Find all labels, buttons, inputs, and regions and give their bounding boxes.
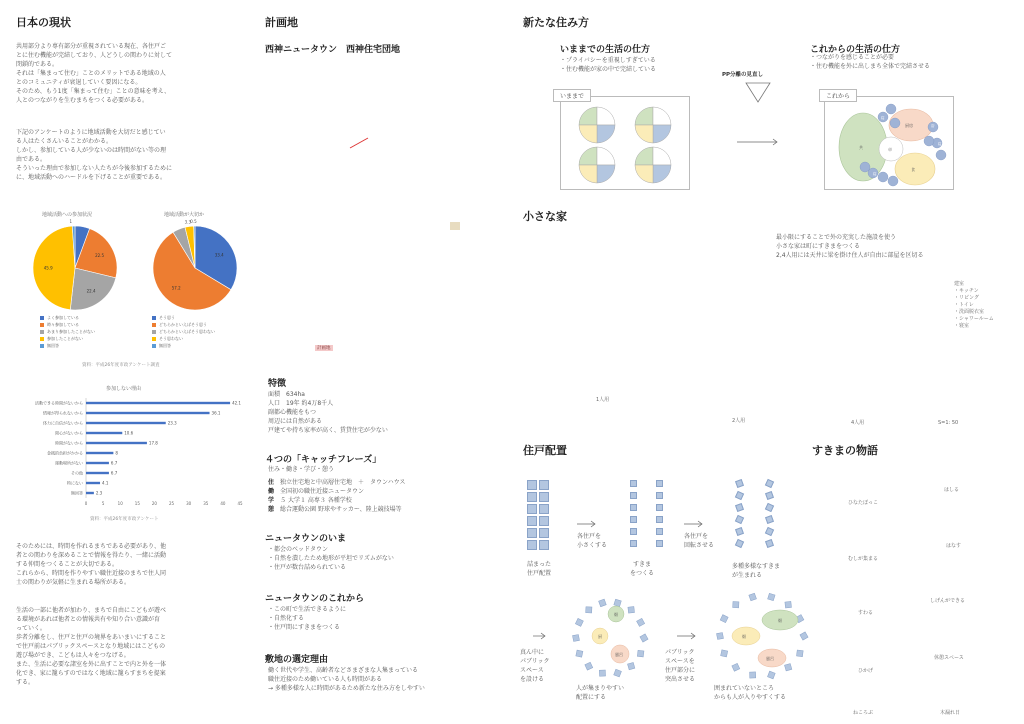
catch-key: 憩 bbox=[268, 506, 275, 513]
house-unit bbox=[656, 516, 663, 523]
house-unit bbox=[785, 601, 792, 608]
story-right-5: 木漏れ日 bbox=[940, 710, 961, 716]
bar-title: 参加しない理由 bbox=[106, 386, 142, 392]
arrow1-label: 各住戸を 小さくする bbox=[577, 533, 608, 549]
pie1-title: 地域活動への参加状況 bbox=[42, 212, 93, 218]
house-unit bbox=[527, 504, 537, 514]
legend-label: そう思う bbox=[159, 314, 175, 320]
unit-quadrant bbox=[597, 107, 615, 125]
catch-key: 住 bbox=[268, 479, 275, 486]
legend-label: どちらかといえばそう思う bbox=[159, 321, 207, 327]
house-unit bbox=[765, 503, 774, 512]
spaced-layout bbox=[630, 480, 670, 550]
house-unit bbox=[767, 671, 775, 679]
bar-value-label: 10.6 bbox=[124, 430, 134, 436]
legend-swatch bbox=[40, 323, 44, 327]
unit-quadrant bbox=[597, 125, 615, 143]
rotated-layout bbox=[736, 480, 786, 550]
house-unit bbox=[720, 615, 728, 623]
pie1-svg bbox=[20, 219, 130, 322]
legend-label: 無回答 bbox=[47, 342, 59, 348]
house-unit bbox=[640, 634, 648, 642]
bar-tick-label: 45 bbox=[237, 501, 243, 506]
legend-label: 参加したことがない bbox=[47, 335, 83, 341]
pie2-title: 地域活動が大切か bbox=[164, 212, 205, 218]
layout-title: 住戸配置 bbox=[523, 444, 567, 457]
future-title: ニュータウンのこれから bbox=[265, 594, 365, 604]
house-unit bbox=[539, 540, 549, 550]
story-left-4: ひかげ bbox=[858, 668, 874, 674]
story-right-2: はなす bbox=[946, 543, 962, 549]
legend-swatch bbox=[40, 316, 44, 320]
pie-chart-participation bbox=[20, 212, 130, 362]
house-unit bbox=[656, 492, 663, 499]
legend-swatch bbox=[152, 337, 156, 341]
catch-title: ４つの「キャッチフレーズ」 bbox=[265, 455, 382, 465]
unit-quadrant bbox=[579, 165, 597, 183]
site-marker-line bbox=[350, 138, 368, 148]
old-life-list: ・プライバシーを重視しすぎている ・住む機能が家の中で完結している bbox=[560, 57, 657, 73]
story-left-2: むしが集まる bbox=[848, 556, 879, 562]
house-unit bbox=[527, 540, 537, 550]
tag-a3: 風呂 bbox=[615, 652, 623, 657]
catch-value: ５ 大学１ 高専３ 各種学校 bbox=[280, 497, 352, 504]
packed-layout bbox=[527, 480, 567, 550]
catch-key: 働 bbox=[268, 488, 275, 495]
house-unit bbox=[716, 632, 723, 639]
legend-swatch bbox=[152, 344, 156, 348]
house-unit bbox=[796, 650, 803, 657]
legend-label: よく参加している bbox=[47, 314, 79, 320]
unit-quadrant bbox=[597, 165, 615, 183]
unit-quadrant bbox=[635, 147, 653, 165]
bar-tick-label: 10 bbox=[117, 501, 123, 506]
bar bbox=[86, 412, 210, 414]
bar-tick-label: 0 bbox=[84, 501, 88, 506]
legend-entry bbox=[40, 321, 95, 328]
col1-para2: 下記のアンケートのように地域活動を大切だと感じてい る人はたくさんいることがわかる。 しかし、参加している人が少ないのは時間がない等の理 由である。 そういった理由で参加しない人たちが今後参加するために に、地域活動へのハードルを下げることが重要である。 bbox=[16, 129, 173, 181]
legend-entry bbox=[152, 314, 215, 321]
future-list: ・この町で生活できるように ・自然化する ・住戸間にすきまをつくる bbox=[268, 606, 347, 631]
small-house-text: 最小限にすることで外の充実した施設を使う 小さな家は町にすきまをつくる 2,4人用には天井に梁を掛け住人が自由に部屋を区切る bbox=[776, 234, 924, 259]
house-unit bbox=[735, 503, 744, 512]
now-title: ニュータウンのいま bbox=[265, 534, 347, 544]
col2-title: 計画地 bbox=[265, 16, 298, 29]
story-left-1: ひなたぼっこ bbox=[848, 500, 879, 506]
step5-label: 囲まれていないところ からも人が入りやすくする bbox=[714, 685, 787, 701]
arrow2-label: 各住戸を 回転させる bbox=[684, 533, 715, 549]
pie-data-label: 33.4 bbox=[214, 252, 224, 258]
bedroom-node bbox=[936, 150, 946, 160]
house-unit bbox=[749, 593, 757, 601]
step2-label: すきま をつくる bbox=[630, 561, 655, 577]
bar bbox=[86, 442, 147, 444]
house-unit bbox=[735, 539, 744, 548]
house-unit bbox=[599, 670, 605, 676]
step4-label: 人が集まりやすい 配置にする bbox=[576, 685, 625, 701]
bar bbox=[86, 432, 122, 434]
unit-quadrant bbox=[635, 165, 653, 183]
unit-quadrant bbox=[653, 165, 671, 183]
house-unit bbox=[768, 593, 775, 600]
house-unit bbox=[765, 479, 774, 488]
bar-value-label: 2.3 bbox=[95, 490, 103, 496]
bar-category-label: 運動場所がない bbox=[55, 460, 83, 466]
bedroom-node bbox=[890, 118, 900, 128]
unit-quadrant bbox=[579, 147, 597, 165]
house-unit bbox=[656, 528, 663, 535]
bar bbox=[86, 482, 100, 484]
house-unit bbox=[539, 480, 549, 490]
house-unit bbox=[765, 539, 774, 548]
house-unit bbox=[732, 663, 740, 671]
bar bbox=[86, 402, 230, 404]
legend-label: そう思わない bbox=[159, 335, 183, 341]
unit-quadrant bbox=[579, 107, 597, 125]
house-unit bbox=[735, 479, 744, 488]
catch-item bbox=[268, 487, 508, 496]
col1-para1: 共用部分より専有部分が重視されている現在、各住戸ご とに住む機能が完結しており、人どうしの関わりに対して 閉鎖的である。 それは「集まって住む」ことのメリットである地域の人 とのコミュニティが衰退していく要因になる。 そのため、もう1度「集まって住む」ことの意味を考え、 人とのつながりを生むまちをつくる必要がある。 bbox=[16, 43, 173, 104]
story-right-4: 休憩スペース bbox=[934, 655, 964, 661]
zone-tag-b1: 寝 bbox=[881, 116, 885, 120]
legend-entry bbox=[152, 321, 215, 328]
house-unit bbox=[628, 607, 635, 614]
unit-quadrant bbox=[635, 107, 653, 125]
catch-value: 総合運動公園 野球やサッカー、陸上競技場等 bbox=[280, 506, 402, 513]
bar-value-label: 36.1 bbox=[211, 410, 221, 416]
house-unit bbox=[599, 599, 607, 607]
legend-swatch bbox=[40, 344, 44, 348]
house-unit bbox=[784, 664, 791, 671]
bar-value-label: 6.7 bbox=[110, 460, 118, 466]
pie-data-label: 1 bbox=[69, 219, 73, 225]
pp-label: PP分離の見直し bbox=[722, 72, 764, 78]
house-unit bbox=[586, 607, 592, 613]
pp-down-arrow bbox=[745, 82, 771, 104]
unit-quadrant bbox=[653, 125, 671, 143]
site-name: 西神ニュータウン 西神住宅団地 bbox=[265, 45, 401, 55]
house-unit bbox=[630, 492, 637, 499]
bar-value-label: 17.8 bbox=[148, 440, 158, 446]
reason-text: 働く世代や学生、高齢者などさまざまな人集まっている 職住近接のため働いている人も時間がある → 多種多様な人に時間があるため新たな住み方をしやすい bbox=[268, 667, 425, 692]
house-unit bbox=[765, 491, 774, 500]
old-life-title: いままでの生活の仕方 bbox=[560, 45, 651, 55]
legend-entry bbox=[152, 342, 215, 349]
tag-b1: 畑 bbox=[778, 618, 782, 623]
story-right-1: はしる bbox=[944, 487, 960, 493]
dining-zone bbox=[895, 153, 935, 185]
legend-label: 時々参加している bbox=[47, 321, 79, 327]
small-house-title: 小さな家 bbox=[523, 210, 567, 223]
house-unit bbox=[539, 504, 549, 514]
bar-category-label: 体力に自信がないから bbox=[43, 420, 83, 426]
unit-quadrant bbox=[653, 147, 671, 165]
house-unit bbox=[735, 491, 744, 500]
korekara-label: これから bbox=[819, 89, 857, 102]
bar-chart-reasons bbox=[16, 386, 246, 516]
house-unit bbox=[735, 515, 744, 524]
legend-entry bbox=[40, 335, 95, 342]
imamade-label: いままで bbox=[553, 89, 591, 102]
pie-chart-importance bbox=[140, 212, 250, 362]
legend-entry bbox=[152, 335, 215, 342]
bar-category-label: 金銭的負担がかかる bbox=[47, 450, 83, 456]
unit-quadrant bbox=[579, 125, 597, 143]
catch-sub: 住み・働き・学び・憩う bbox=[268, 466, 335, 473]
catch-item bbox=[268, 496, 508, 505]
bar-tick-label: 15 bbox=[134, 501, 140, 506]
story-left-3: すわる bbox=[858, 610, 874, 616]
right-arrow bbox=[737, 138, 781, 146]
bedroom-node bbox=[878, 172, 888, 182]
house-unit bbox=[527, 528, 537, 538]
zone-tag-big: 共 bbox=[859, 145, 863, 150]
tag-a2: 厨 bbox=[598, 634, 602, 639]
tag-a1: 畑 bbox=[614, 612, 618, 617]
map-site-tag: 計画地 bbox=[317, 346, 331, 351]
bar-value-label: 23.3 bbox=[167, 420, 177, 426]
house-unit bbox=[630, 540, 637, 547]
unit-quadrant bbox=[597, 147, 615, 165]
house-unit bbox=[637, 618, 645, 626]
now-list: ・都会のベッドタウン ・自然を潰したため地形が平坦でリズムがない ・住戸が数台詰められている bbox=[268, 546, 394, 571]
legend-swatch bbox=[152, 323, 156, 327]
map-patch bbox=[450, 222, 460, 230]
house-unit bbox=[614, 669, 622, 677]
house-unit bbox=[527, 516, 537, 526]
pie-data-label: 3.3 bbox=[184, 219, 192, 225]
rooms-list: 建室 ・キッチン ・リビング ・トイレ ・洗面脱衣室 ・シャワールーム ・寝室 bbox=[954, 281, 994, 329]
col1-para4: 生活の一部に他者が加わり、まちで自由にこどもが遊べ る環境があれば他者との情報共有や知り合い意識が育 っていく。 歩者分離をし、住戸と住戸の境界をあいまいにすること で住戸前はパブリックスペースとなり地域にはこどもの 遊び場ができ、こどもは人々をつなげる。 また、生活に必要な諸室を外に出すことで内と外を一体 化でき、家に籠らすのではなく地域に籠らすまちを提案 する。 bbox=[16, 607, 167, 686]
bar bbox=[86, 472, 109, 474]
bar-value-label: 6.7 bbox=[110, 470, 118, 476]
zone-tag-b3: 寝 bbox=[873, 172, 877, 176]
zone-tag-kitchen: 厨房 bbox=[905, 123, 913, 128]
house-unit bbox=[527, 492, 537, 502]
house-unit bbox=[750, 672, 756, 678]
scale: S=1: 50 bbox=[938, 420, 959, 426]
legend-swatch bbox=[40, 330, 44, 334]
story-right-3: しげんができる bbox=[930, 598, 966, 604]
bar-tick-label: 5 bbox=[101, 501, 105, 506]
bar-category-label: その他 bbox=[71, 470, 83, 476]
house-unit bbox=[721, 650, 728, 657]
bar-category-label: 特にない bbox=[67, 480, 83, 486]
bedroom-node bbox=[860, 162, 870, 172]
bar-tick-label: 40 bbox=[220, 501, 226, 506]
bar-value-label: 4.1 bbox=[102, 480, 109, 486]
pie-source: 資料：平成26年度市政アンケート調査 bbox=[82, 363, 160, 368]
story-left-5: ねころぶ bbox=[853, 710, 874, 716]
bar-svg bbox=[16, 394, 246, 512]
house-unit bbox=[800, 632, 808, 640]
field-ellipse bbox=[732, 627, 760, 645]
pie2-legend bbox=[152, 314, 215, 349]
tag-b2: 畑 bbox=[742, 634, 746, 639]
arrow-1 bbox=[577, 520, 599, 528]
legend-label: どちらかといえばそう思わない bbox=[159, 328, 215, 334]
step3-label: 多種多様なすきま が生まれる bbox=[732, 563, 781, 579]
house-unit bbox=[572, 634, 579, 641]
bar-category-label: 活動できる時間がないから bbox=[35, 400, 83, 406]
unit-1: 1人用 bbox=[596, 397, 610, 403]
bedroom-node bbox=[924, 136, 934, 146]
pie-data-label: 45.9 bbox=[43, 265, 53, 271]
house-unit bbox=[614, 599, 621, 606]
imamade-svg bbox=[561, 97, 689, 189]
pie-data-label: 0.5 bbox=[190, 219, 197, 225]
arrow-2 bbox=[684, 520, 706, 528]
korekara-svg bbox=[825, 97, 953, 189]
public-spread-layout bbox=[716, 592, 806, 678]
bar-category-label: 関心がないから bbox=[55, 430, 83, 436]
bar bbox=[86, 462, 109, 464]
arrow4-label: パブリック スペースを 住戸部分に 突出させる bbox=[665, 649, 696, 683]
reason-title: 敷地の選定理由 bbox=[265, 655, 329, 665]
house-unit bbox=[656, 540, 663, 547]
features-title: 特徴 bbox=[268, 379, 287, 389]
house-unit bbox=[630, 480, 637, 487]
legend-swatch bbox=[152, 330, 156, 334]
pie-data-label: 57.2 bbox=[171, 285, 181, 291]
house-unit bbox=[765, 527, 774, 536]
house-unit bbox=[733, 602, 739, 608]
house-unit bbox=[735, 527, 744, 536]
house-unit bbox=[630, 504, 637, 511]
catch-item bbox=[268, 478, 508, 487]
catch-item bbox=[268, 505, 508, 514]
pie-data-label: 22.5 bbox=[95, 253, 105, 259]
house-unit bbox=[637, 650, 644, 657]
unit-quadrant bbox=[635, 125, 653, 143]
korekara-diagram bbox=[824, 93, 954, 190]
bar-category-label: 時間がないから bbox=[55, 440, 83, 446]
bar-category-label: 無回答 bbox=[71, 490, 83, 496]
house-unit bbox=[656, 504, 663, 511]
legend-entry bbox=[40, 342, 95, 349]
zone-tag-b2: 寝 bbox=[938, 142, 942, 146]
bar-tick-label: 20 bbox=[151, 501, 157, 506]
bar-value-label: 8 bbox=[115, 450, 118, 456]
bedroom-node bbox=[886, 104, 896, 114]
arrow-3 bbox=[533, 632, 549, 640]
bar-tick-label: 30 bbox=[186, 501, 192, 506]
col3-title: 新たな住み方 bbox=[523, 16, 589, 29]
zone-tag-shoku: 食 bbox=[911, 167, 915, 172]
house-unit bbox=[656, 480, 663, 487]
legend-label: あまり参加したことがない bbox=[47, 328, 95, 334]
col1-title: 日本の現状 bbox=[16, 16, 71, 29]
house-unit bbox=[539, 516, 549, 526]
unit-quadrant bbox=[653, 107, 671, 125]
new-life-list: ・つながりを感じることが必要 ・住む機能を外に出しまち全体で完結させる bbox=[810, 54, 931, 70]
pie2-svg bbox=[140, 219, 250, 322]
house-unit bbox=[539, 492, 549, 502]
bar bbox=[86, 452, 113, 454]
legend-swatch bbox=[40, 337, 44, 341]
house-unit bbox=[630, 528, 637, 535]
imamade-diagram bbox=[560, 93, 690, 190]
catch-key: 学 bbox=[268, 497, 275, 504]
pie-slice bbox=[33, 226, 75, 310]
house-unit bbox=[630, 516, 637, 523]
unit-4: 4人用 bbox=[851, 420, 865, 426]
catch-list bbox=[268, 478, 508, 514]
house-unit bbox=[585, 662, 593, 670]
story-title: すきまの物語 bbox=[812, 444, 878, 457]
public-center-layout bbox=[570, 598, 650, 680]
legend-entry bbox=[40, 328, 95, 335]
bar-tick-label: 25 bbox=[169, 501, 175, 506]
unit-2: 2人用 bbox=[732, 418, 746, 424]
zone-tag-bath: 浴 bbox=[931, 124, 935, 128]
arrow-4 bbox=[677, 632, 699, 640]
house-unit bbox=[575, 618, 583, 626]
site-map bbox=[262, 56, 502, 366]
house-unit bbox=[576, 650, 583, 657]
col1-para3: そのためには、時間を作れるまちである必要があり、他 者との関わりを深めることで情報を得たり、一緒に活動 する仲間をつくることが大切である。 これらから、時間を作りやすい職住近接のまちで住人同 士の関わりが気軽に生まれる場所がある。 bbox=[16, 543, 167, 586]
map-svg bbox=[262, 56, 502, 366]
catch-value: 全国初の職住近接ニュータウン bbox=[280, 488, 365, 495]
house-unit bbox=[527, 480, 537, 490]
legend-entry bbox=[40, 314, 95, 321]
new-life-title: これからの生活の仕方 bbox=[810, 45, 901, 55]
bar bbox=[86, 422, 166, 424]
pie1-legend bbox=[40, 314, 95, 349]
house-unit bbox=[539, 528, 549, 538]
step1-label: 詰まった 住戸配置 bbox=[527, 561, 552, 577]
house-unit bbox=[765, 515, 774, 524]
house-unit bbox=[627, 662, 634, 669]
zone-tag-floor: 卓 bbox=[888, 147, 892, 152]
features-list: 面積 634ha 人口 19年 約4万8千人 副都心機能をもつ 周辺には自然がある 戸建てや持ち家率が高く、賃貸住宅が少ない bbox=[268, 391, 388, 434]
bar-value-label: 42.1 bbox=[232, 400, 241, 406]
bar-tick-label: 35 bbox=[203, 501, 209, 506]
pie-data-label: 22.4 bbox=[86, 288, 96, 294]
bedroom-node bbox=[888, 176, 898, 186]
bar bbox=[86, 492, 94, 494]
step4-left-label: 真ん中に パブリック スペース を設ける bbox=[520, 649, 550, 683]
legend-entry bbox=[152, 328, 215, 335]
tag-b3: 風呂 bbox=[766, 656, 774, 661]
bar-source: 資料：平成26年度市政アンケート bbox=[90, 517, 159, 522]
catch-value: 独立住宅地と中高層住宅地 ＋ タウンハウス bbox=[280, 479, 406, 486]
legend-label: 無回答 bbox=[159, 342, 171, 348]
bar-category-label: 情報が得られないから bbox=[43, 410, 83, 416]
legend-swatch bbox=[152, 316, 156, 320]
